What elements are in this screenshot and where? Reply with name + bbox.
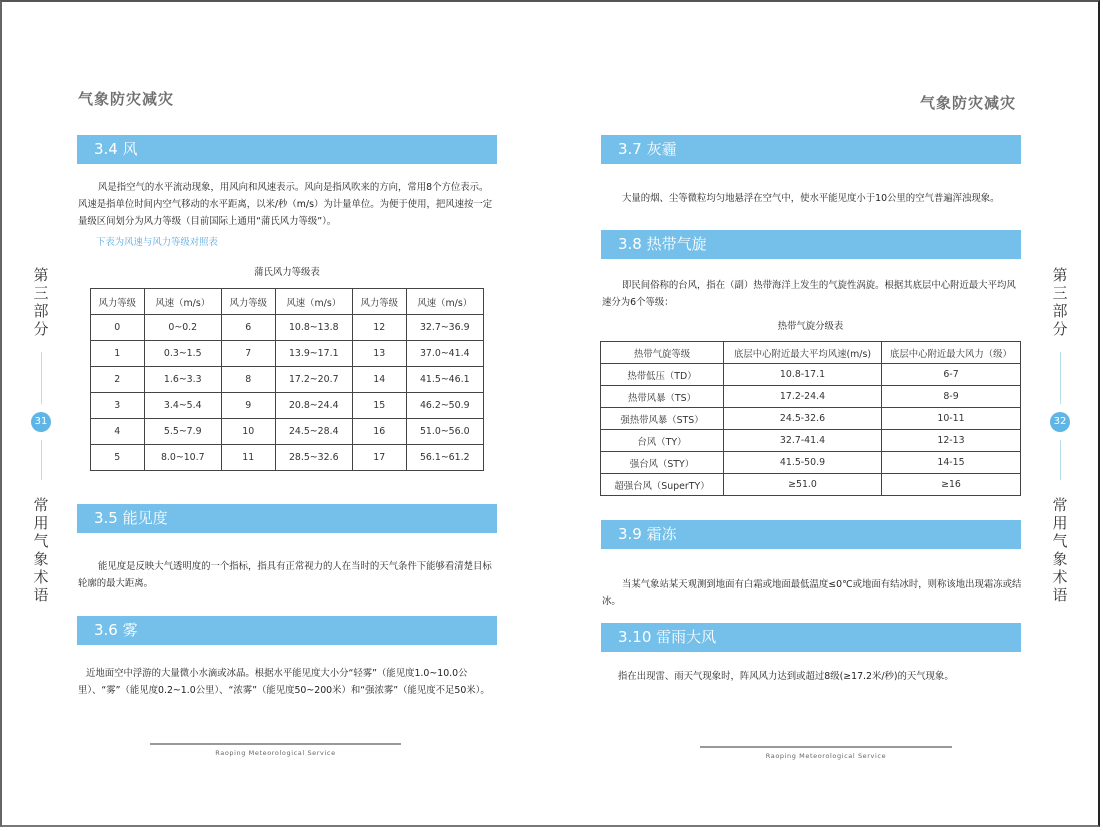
table-cell: 24.5-32.6 xyxy=(724,408,882,430)
section-body-haze: 大量的烟、尘等微粒均匀地悬浮在空气中，使水平能见度小于10公里的空气普遍浑浊现象。 xyxy=(622,193,1000,204)
section-heading-haze: 3.7 灰霾 xyxy=(601,135,1021,164)
table-row xyxy=(601,364,1021,386)
side-divider xyxy=(1060,352,1061,404)
table-header-cell: 风力等级 xyxy=(221,289,275,315)
section-heading-thunderstorm-gale: 3.10 雷雨大风 xyxy=(601,623,1021,652)
table-cell: 51.0~56.0 xyxy=(406,419,483,445)
table-header-cell: 风力等级 xyxy=(91,289,145,315)
section-body-cyclone: 即民间俗称的台风，指在（副）热带海洋上发生的气旋性涡旋。根据其底层中心附近最大平均风速分为6个等级： xyxy=(602,280,1016,308)
table-header-cell: 风速（m/s） xyxy=(275,289,352,315)
table-header-cell: 底层中心附近最大平均风速(m/s) xyxy=(724,342,882,364)
table-header-cell: 风速（m/s） xyxy=(406,289,483,315)
beaufort-table-title: 蒲氏风力等级表 xyxy=(254,267,320,278)
table-cell: 0~0.2 xyxy=(144,315,221,341)
table-cell: 5.5~7.9 xyxy=(144,419,221,445)
table-cell: 0.3~1.5 xyxy=(144,341,221,367)
table-header-cell: 底层中心附近最大风力（级） xyxy=(882,342,1021,364)
table-cell: 56.1~61.2 xyxy=(406,445,483,471)
table-cell: ≥51.0 xyxy=(724,474,882,496)
section-heading-fog: 3.6 雾 xyxy=(77,616,497,645)
section-body-frost: 当某气象站某天观测到地面有白霜或地面最低温度≤0℃或地面有结冰时，则称该地出现霜冻或结冰。 xyxy=(602,579,1022,607)
table-cell: 1.6~3.3 xyxy=(144,367,221,393)
table-row xyxy=(91,445,484,471)
section-heading-cyclone: 3.8 热带气旋 xyxy=(601,230,1021,259)
table-cell: 6-7 xyxy=(882,364,1021,386)
table-cell: 14 xyxy=(352,367,406,393)
table-cell: 台风（TY） xyxy=(601,430,724,452)
footer-rule xyxy=(700,746,952,748)
table-header-cell: 风力等级 xyxy=(352,289,406,315)
table-cell: 8 xyxy=(221,367,275,393)
table-cell: 超强台风（SuperTY） xyxy=(601,474,724,496)
table-cell: 13 xyxy=(352,341,406,367)
table-cell: 13.9~17.1 xyxy=(275,341,352,367)
table-cell: 10-11 xyxy=(882,408,1021,430)
footer-text: Raoping Meteorological Service xyxy=(215,749,336,757)
table-cell: 强热带风暴（STS） xyxy=(601,408,724,430)
table-cell: 32.7-41.4 xyxy=(724,430,882,452)
table-cell: 15 xyxy=(352,393,406,419)
table-cell: 9 xyxy=(221,393,275,419)
table-cell: 3.4~5.4 xyxy=(144,393,221,419)
side-divider xyxy=(41,440,42,480)
table-header-row xyxy=(601,342,1021,364)
table-row xyxy=(91,419,484,445)
cyclone-table xyxy=(600,341,1021,496)
table-cell: 10.8-17.1 xyxy=(724,364,882,386)
table-cell: 41.5~46.1 xyxy=(406,367,483,393)
table-cell: 24.5~28.4 xyxy=(275,419,352,445)
table-cell: 1 xyxy=(91,341,145,367)
table-cell: 12-13 xyxy=(882,430,1021,452)
side-part-label: 第三部分 xyxy=(33,266,49,338)
table-row xyxy=(601,408,1021,430)
section-body-thunderstorm-gale: 指在出现雷、雨天气现象时，阵风风力达到或超过8级(≥17.2米/秒)的天气现象。 xyxy=(618,671,954,682)
table-cell: 46.2~50.9 xyxy=(406,393,483,419)
table-cell: 17.2-24.4 xyxy=(724,386,882,408)
left-page xyxy=(0,0,551,831)
table-cell: 10 xyxy=(221,419,275,445)
table-row xyxy=(91,367,484,393)
table-intro-note: 下表为风速与风力等级对照表 xyxy=(96,237,218,248)
table-cell: 2 xyxy=(91,367,145,393)
side-divider xyxy=(1060,440,1061,480)
table-cell: 热带风暴（TS） xyxy=(601,386,724,408)
table-row xyxy=(601,386,1021,408)
table-cell: 7 xyxy=(221,341,275,367)
side-part-label: 第三部分 xyxy=(1052,266,1068,338)
table-cell: 8-9 xyxy=(882,386,1021,408)
section-heading-wind: 3.4 风 xyxy=(77,135,497,164)
table-cell: 14-15 xyxy=(882,452,1021,474)
table-cell: 28.5~32.6 xyxy=(275,445,352,471)
brand-title: 气象防灾减灾 xyxy=(78,90,175,108)
table-row xyxy=(91,341,484,367)
table-cell: 10.8~13.8 xyxy=(275,315,352,341)
table-row xyxy=(601,430,1021,452)
table-cell: ≥16 xyxy=(882,474,1021,496)
table-row xyxy=(91,315,484,341)
table-cell: 37.0~41.4 xyxy=(406,341,483,367)
table-header-row xyxy=(91,289,484,315)
table-row xyxy=(601,452,1021,474)
cyclone-table-title: 热带气旋分级表 xyxy=(777,321,844,332)
table-cell: 16 xyxy=(352,419,406,445)
table-header-cell: 风速（m/s） xyxy=(144,289,221,315)
side-nav xyxy=(30,266,52,604)
table-cell: 4 xyxy=(91,419,145,445)
table-cell: 热带低压（TD） xyxy=(601,364,724,386)
table-cell: 32.7~36.9 xyxy=(406,315,483,341)
beaufort-table xyxy=(90,288,484,471)
table-cell: 11 xyxy=(221,445,275,471)
table-cell: 0 xyxy=(91,315,145,341)
table-header-cell: 热带气旋等级 xyxy=(601,342,724,364)
page-number-badge: 32 xyxy=(1050,412,1070,432)
side-chapter-label: 常用气象术语 xyxy=(1052,496,1068,604)
table-cell: 12 xyxy=(352,315,406,341)
table-cell: 8.0~10.7 xyxy=(144,445,221,471)
table-cell: 20.8~24.4 xyxy=(275,393,352,419)
page-number-badge: 31 xyxy=(31,412,51,432)
table-row xyxy=(91,393,484,419)
footer-text: Raoping Meteorological Service xyxy=(765,752,887,760)
table-cell: 41.5-50.9 xyxy=(724,452,882,474)
side-chapter-label: 常用气象术语 xyxy=(33,496,49,604)
section-heading-visibility: 3.5 能见度 xyxy=(77,504,497,533)
right-page xyxy=(551,0,1103,831)
side-divider xyxy=(41,352,42,404)
section-body-visibility: 能见度是反映大气透明度的一个指标，指具有正常视力的人在当时的天气条件下能够看清楚目标轮廓的最大距离。 xyxy=(78,561,492,589)
section-heading-frost: 3.9 霜冻 xyxy=(601,520,1021,549)
brand-title: 气象防灾减灾 xyxy=(920,94,1017,112)
table-cell: 17.2~20.7 xyxy=(275,367,352,393)
table-cell: 6 xyxy=(221,315,275,341)
table-cell: 强台风（STY） xyxy=(601,452,724,474)
section-body-wind: 风是指空气的水平流动现象，用风向和风速表示。风向是指风吹来的方向，常用8个方位表示。风速是指单位时间内空气移动的水平距离，以米/秒（m/s）为计量单位。为便于使用，把风速按一定量级区间划分为风力等级（目前国际上通用“蒲氏风力等级”）。 xyxy=(78,182,493,227)
table-cell: 5 xyxy=(91,445,145,471)
table-cell: 3 xyxy=(91,393,145,419)
table-row xyxy=(601,474,1021,496)
section-body-fog: 近地面空中浮游的大量微小水滴或冰晶。根据水平能见度大小分“轻雾”（能见度1.0~10.0公里）、“雾”（能见度0.2~1.0公里）、“浓雾”（能见度50~200米）和“强浓雾”（能见度不足50米）。 xyxy=(78,668,490,696)
footer-rule xyxy=(150,743,401,745)
side-nav xyxy=(1049,266,1071,604)
table-cell: 17 xyxy=(352,445,406,471)
